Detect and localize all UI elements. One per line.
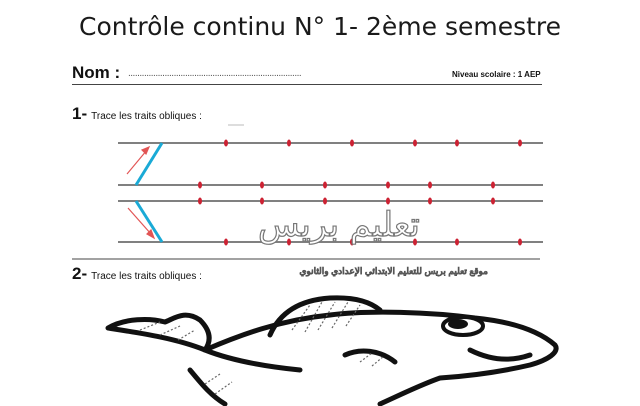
name-field-dots: ............................................................................ [128, 68, 302, 79]
exercise-2-number: 2- [72, 264, 88, 283]
model-oblique-stroke-1 [136, 143, 162, 185]
name-label: Nom : [72, 63, 121, 82]
exercise-1-instruction: Trace les traits obliques : [91, 111, 202, 122]
fish-pupil [448, 319, 468, 329]
watermark-subtitle: موقع تعليم بريس للتعليم الابتدائي الإعدادي والثانوي [299, 266, 488, 276]
exercise-2-heading [72, 264, 202, 284]
exercise-2-instruction: Trace les traits obliques : [91, 271, 202, 282]
watermark-logo: تعليم بريس [258, 205, 420, 245]
grade-level: Niveau scolaire : 1 AEP [452, 70, 541, 79]
fish-illustration [108, 298, 556, 404]
exercise-1-number: 1- [72, 104, 88, 123]
page-title: Contrôle continu N° 1- 2ème semestre [78, 12, 562, 41]
